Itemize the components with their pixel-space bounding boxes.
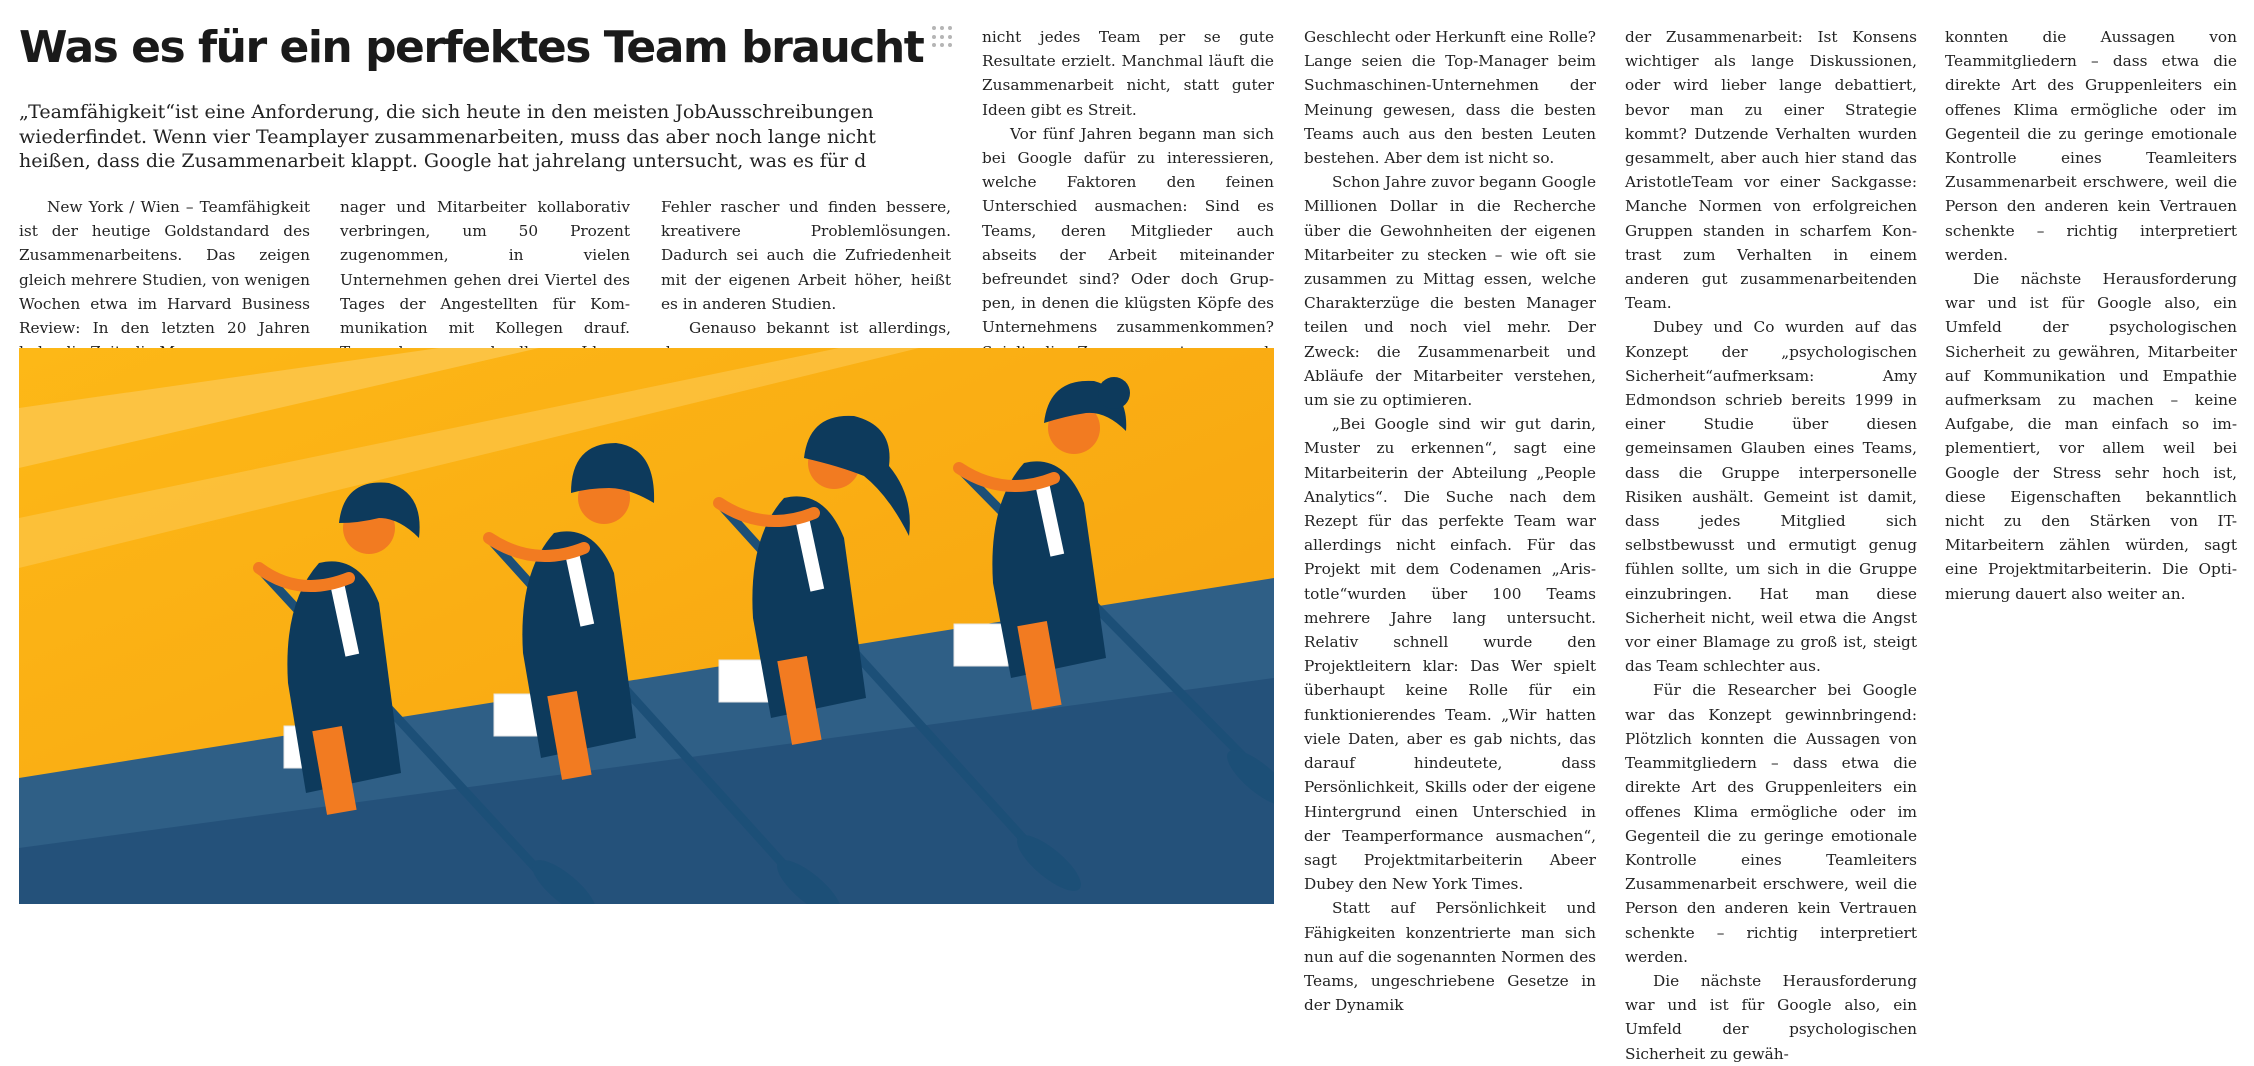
paragraph: „Bei Google sind wir gut darin, Muster zu erkennen“, sagt eine Mitarbeiterin der Abteilung „People Analytics“. Die Suche nach dem Rezept für das perfekte Team war allerdings nicht einfach. Für das Projekt mit dem Codenamen „Aristotle“wurden über 100 Teams mehrere Jahre lang untersucht. Relativ schnell wurde den Projektleitern klar: Das Wer spielt überhaupt keine Rolle für ein funktionierendes Team. „Wir hatten viele Daten, aber es gab nichts, das darauf hindeutete, dass Persönlichkeit, Skills oder der eigene Hintergrund einen Unterschied in der Teamperformance ausmachen“, sagt Projektmitarbeiterin Abeer Dubey den New York Times. [1304,415,1596,894]
paragraph: Statt auf Persönlichkeit und Fähigkeiten konzentrierte man sich nun auf die sogenannten Normen des Teams, ungeschriebene Gesetze in der Dynamik [1304,899,1596,1015]
article-headline: Was es für ein perfektes Team braucht [19,22,924,73]
text-column-6 [1625,25,1917,1066]
text-column-1 [19,195,310,364]
paragraph: Die nächste Herausforderung war und ist für Google also, ein Umfeld der psychologischen Sicherheit zu gewäh- [1625,971,1917,1063]
paragraph: Fehler rascher und finden bessere, kreativere Problemlösungen. Dadurch sei auch die Zufriedenheit mit der eigenen Arbeit höher, heißt es in anderen Studien. [661,198,951,313]
rowing-team-illustration [19,348,1274,904]
paragraph: Schon Jahre zuvor begann Google Millionen Dollar in die Recherche über die Gewohnheiten der eigenen Mitarbeiter zu stecken – wie oft sie zusammen zu Mittag essen, welche Charakterzüge die besten Manager teilen und noch viel mehr. Der Zweck: die Zusammenarbeit und Abläufe der Mitarbeiter verstehen, um sie zu optimieren. [1304,173,1596,410]
article-lead: „Teamfähigkeit“ist eine Anforderung, die sich heute in den meisten JobAusschreibungen wiederfindet. Wenn vier Teamplayer zusammenarbeiten, muss das aber noch lange nicht heißen, dass die Zusammenarbeit klappt. Google hat jahrelang untersucht, was es für d [19,101,876,172]
paragraph: Geschlecht oder Herkunft eine Rolle? Lange seien die Top-Manager beim Suchmaschinen-Unternehmen der Meinung gewesen, dass die besten Teams auch aus den besten Leuten bestehen. Aber dem ist nicht so. [1304,28,1596,168]
paragraph: nicht jedes Team per se gute Resultate erzielt. Manchmal läuft die Zusammenarbeit nicht, statt guter Ideen gibt es Streit. [982,28,1274,119]
paragraph: Genauso bekannt ist allerdings, [689,319,951,338]
text-column-4 [982,25,1274,388]
text-column-7 [1945,25,2237,606]
drag-grip-icon[interactable] [932,26,954,48]
text-column-3 [661,195,951,364]
paragraph: der Zusammenarbeit: Ist Konsens wichtiger als lange Diskussionen, oder wird lieber lange debattiert, bevor man zu einer Strategie kommt? Dutzende Verhalten wurden gesammelt, aber auch hier stand das AristotleTeam vor einer Sackgasse: Manche Normen von erfolgreichen Gruppen standen in scharfem Kontrast zum Verhalten in einem anderen gut zusammenarbeitenden Team. [1625,28,1917,313]
paragraph: Dubey und Co wurden auf das Konzept der „psychologischen Sicherheit“aufmerksam: Amy Edmondson schrieb bereits 1999 in einer Studie über diesen gemeinsamen Glauben eines Teams, dass die Gruppe interpersonelle Risiken aushält. Gemeint ist damit, dass jedes Mitglied sich selbstbewusst und ermutigt genug fühlen sollte, um sich in die Gruppe einzubringen. Hat man diese Sicherheit nicht, weil etwa die Angst vor einer Blamage zu groß ist, steigt das Team schlechter aus. [1625,318,1917,676]
paragraph: Vor fünf Jahren begann man sich bei Google dafür zu interessieren, welche Faktoren den feinen Unterschied ausmachen: Sind es Teams, deren Mitglieder auch abseits der Arbeit miteinander befreundet sind? Oder doch Gruppen, in denen die klügsten Köpfe des Unternehmens zusammenkommen? [982,124,1274,337]
paragraph: New York / Wien – Teamfähigkeit ist der heutige Goldstandard des Zusammenarbeitens. Das zeigen gleich mehrere Studien, von wenigen Wochen etwa im Harvard Business Review: In den letzten 20 Jahren [19,198,310,338]
paragraph: Für die Researcher bei Google war das Konzept gewinnbringend: Plötzlich konnten die Aussagen von Teammitgliedern – dass etwa die direkte Art des Gruppenleiters ein offenes Klima ermögliche oder im Gegenteil die zu geringe emotionale Kontrolle eines Teamleiters Zusammenarbeit erschwere, weil die Person den anderen kein Vertrauen schenkte – richtig interpretiert werden. [1625,681,1917,966]
paragraph: konnten die Aussagen von Teammitgliedern – dass etwa die direkte Art des Gruppenleiters ein offenes Klima ermögliche oder im Gegenteil die zu geringe emotionale Kontrolle eines Teamleiters Zusammenarbeit erschwere, weil die Person den anderen kein Vertrauen schenkte – richtig interpretiert werden. [1945,28,2237,264]
paragraph: nager und Mitarbeiter kollaborativ verbringen, um 50 Prozent zugenommen, in vielen Unternehmen gehen drei Viertel des Tages der Angestellten für Kommunikation mit Kollegen drauf. [340,198,630,338]
paragraph: Die nächste Herausforderung war und ist für Google also, ein Umfeld der psychologischen Sicherheit zu gewähren, Mitarbeiter auf Kommunikation und Empathie aufmerksam zu machen – keine Aufgabe, die man einfach so implementiert, vor allem weil bei Google der Stress sehr hoch ist, diese Eigenschaften bekanntlich nicht zu den Stärken von IT-Mitarbeitern zählen würden, sagt eine Projektmitarbeiterin. Die Optimierung dauert also weiter an. [1945,270,2237,603]
text-column-5 [1304,25,1596,1017]
